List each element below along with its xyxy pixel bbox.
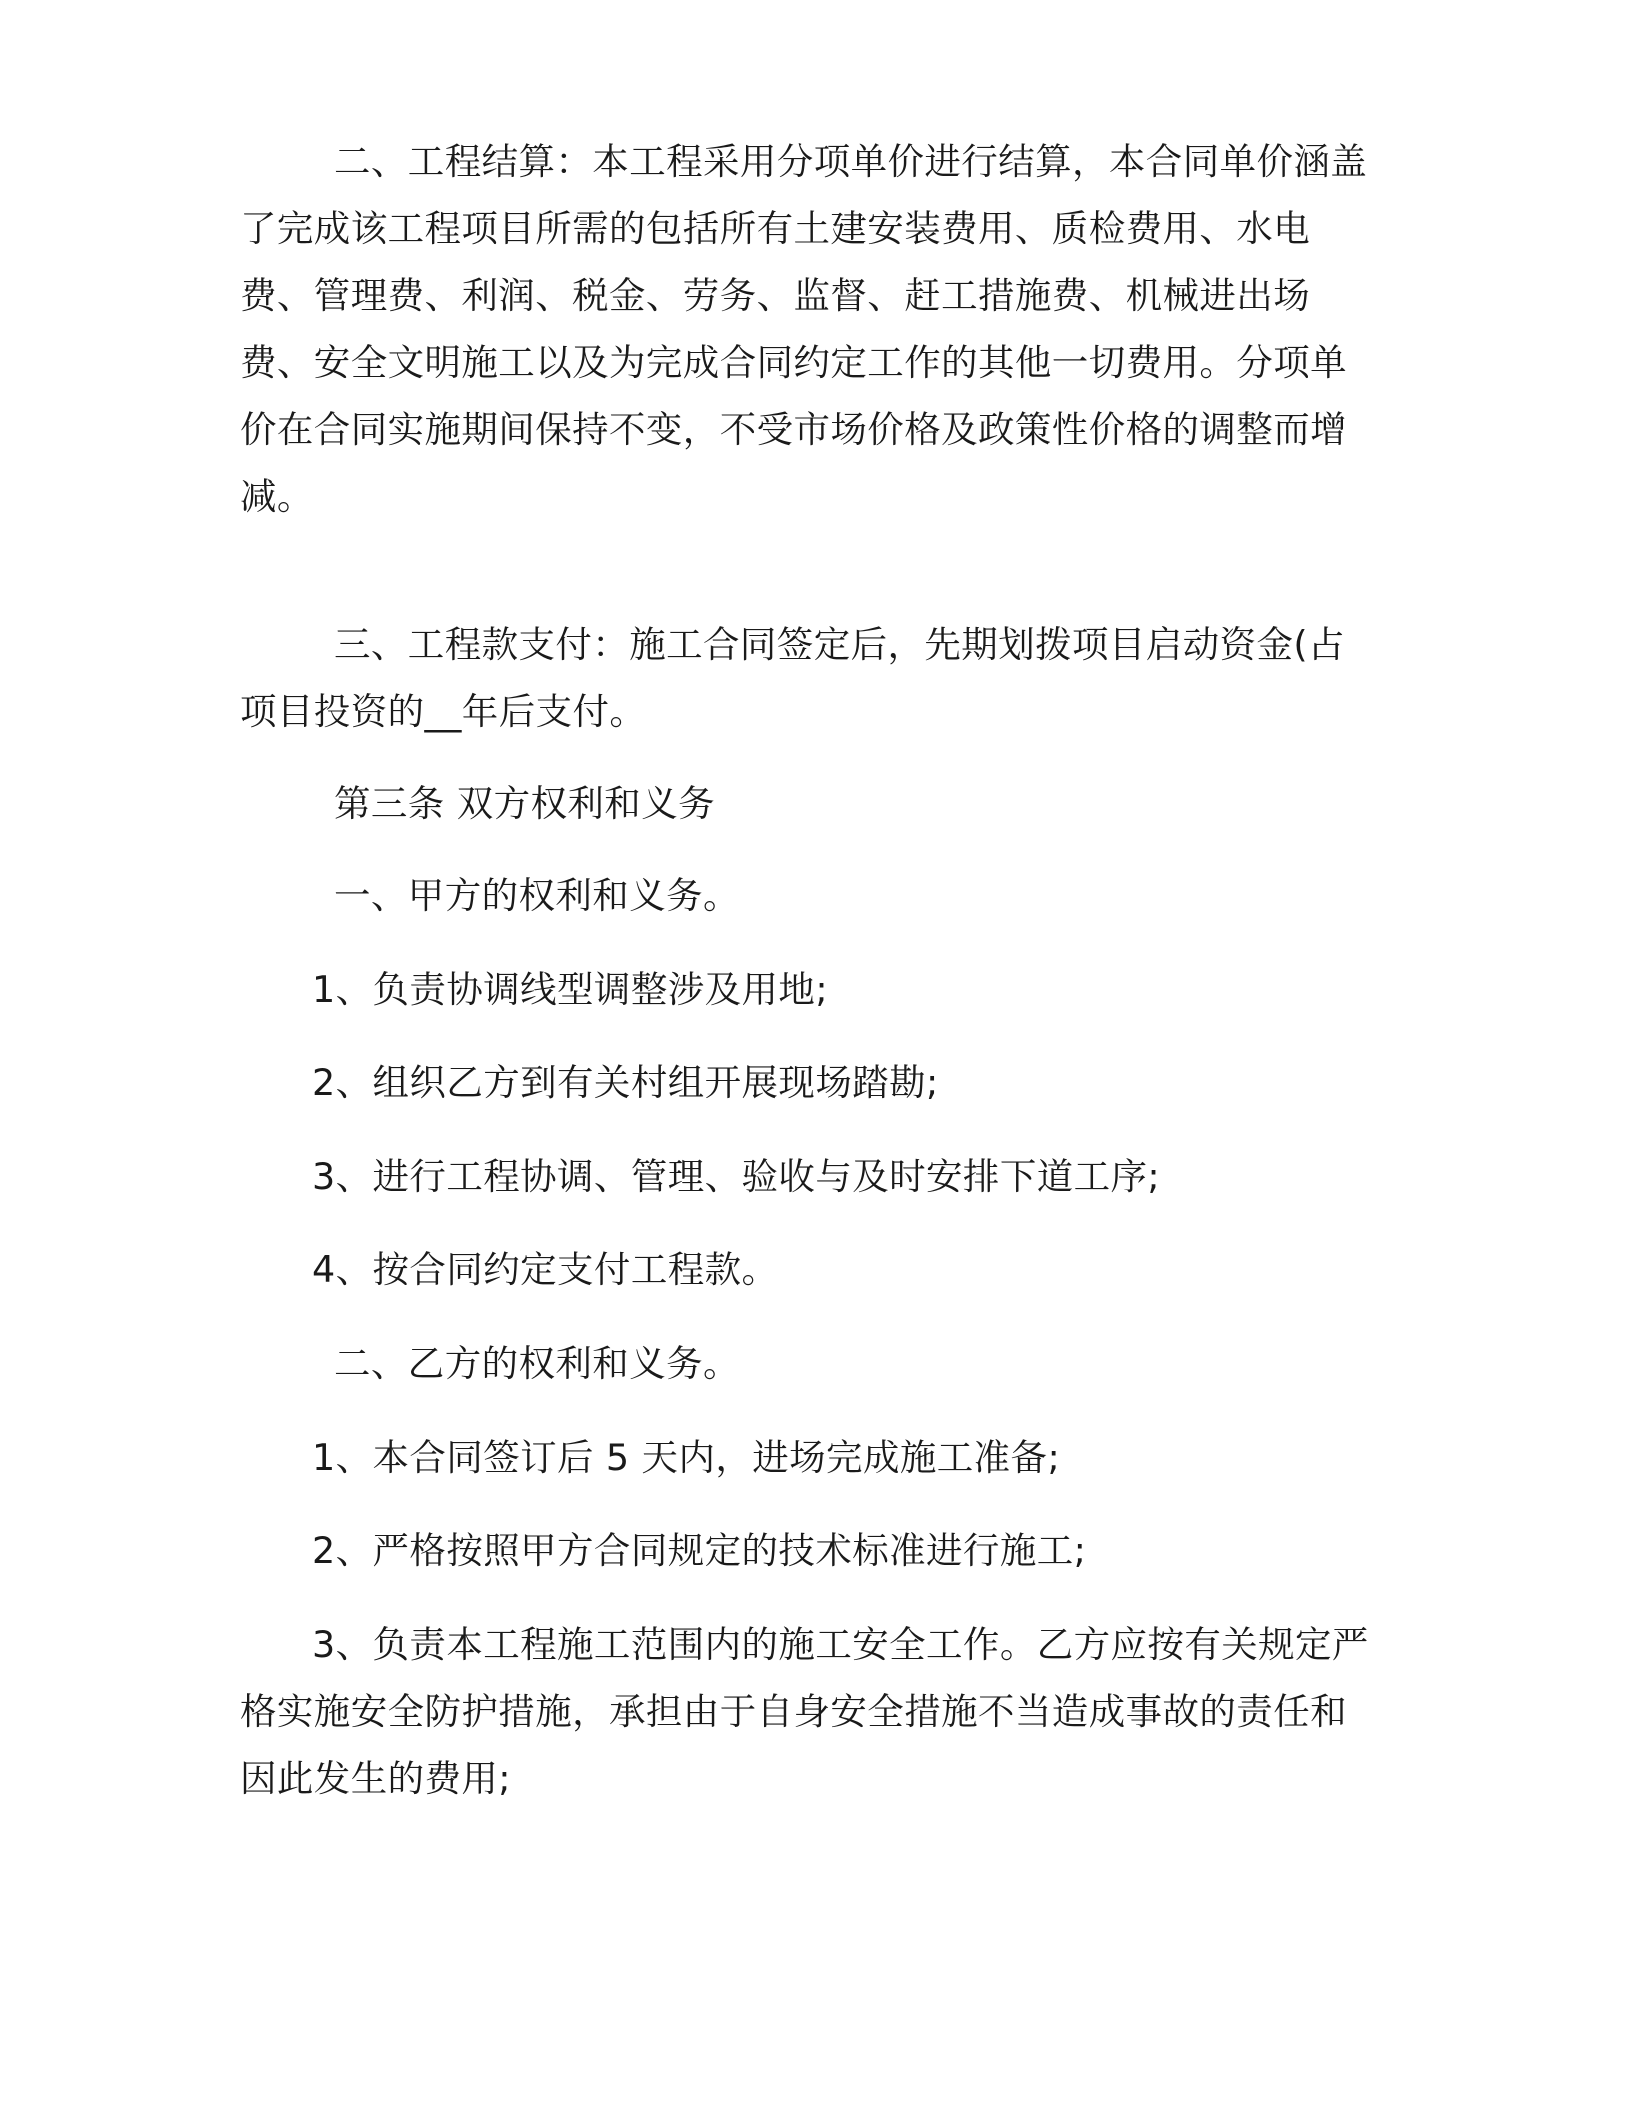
text-line: 三、工程款支付：施工合同签定后，先期划拨项目启动资金(占 [334, 623, 1345, 666]
party-b-heading [240, 1330, 1390, 1397]
text-line: 格实施安全防护措施，承担由于自身安全措施不当造成事故的责任和 [240, 1690, 1347, 1733]
article-heading [240, 770, 1390, 837]
party-a-item-1 [240, 956, 1390, 1023]
text-line: 费、安全文明施工以及为完成合同约定工作的其他一切费用。分项单 [240, 341, 1347, 384]
text-line: 价在合同实施期间保持不变，不受市场价格及政策性价格的调整而增 [240, 408, 1347, 451]
text-line: 因此发生的费用; [240, 1757, 511, 1800]
text-line: 1、负责协调线型调整涉及用地; [312, 968, 829, 1011]
text-line: 3、负责本工程施工范围内的施工安全工作。乙方应按有关规定严 [312, 1623, 1369, 1666]
text-line: 2、严格按照甲方合同规定的技术标准进行施工; [312, 1529, 1087, 1572]
party-a-item-2 [240, 1049, 1390, 1116]
text-line: 了完成该工程项目所需的包括所有土建安装费用、质检费用、水电 [240, 207, 1311, 250]
text-line: 一、甲方的权利和义务。 [334, 874, 740, 917]
clause-payment-paragraph [240, 611, 1390, 745]
party-a-item-4 [240, 1236, 1390, 1303]
text-line: 3、进行工程协调、管理、验收与及时安排下道工序; [312, 1155, 1161, 1198]
text-line: 二、工程结算：本工程采用分项单价进行结算，本合同单价涵盖 [334, 140, 1368, 183]
text-line: 费、管理费、利润、税金、劳务、监督、赶工措施费、机械进出场 [240, 274, 1311, 317]
party-a-heading [240, 862, 1390, 929]
text-line: 第三条 双方权利和义务 [334, 782, 716, 825]
party-b-item-2 [240, 1517, 1390, 1584]
text-line: 减。 [240, 475, 314, 518]
text-line: 4、按合同约定支付工程款。 [312, 1248, 779, 1291]
party-a-item-3 [240, 1143, 1390, 1210]
clause-settlement-paragraph [240, 128, 1390, 530]
party-b-item-3 [240, 1611, 1390, 1812]
text-line: 二、乙方的权利和义务。 [334, 1342, 740, 1385]
text-line: 项目投资的__年后支付。 [240, 690, 647, 733]
text-line: 1、本合同签订后 5 天内，进场完成施工准备; [312, 1436, 1061, 1479]
party-b-item-1 [240, 1424, 1390, 1491]
text-line: 2、组织乙方到有关村组开展现场踏勘; [312, 1061, 939, 1104]
